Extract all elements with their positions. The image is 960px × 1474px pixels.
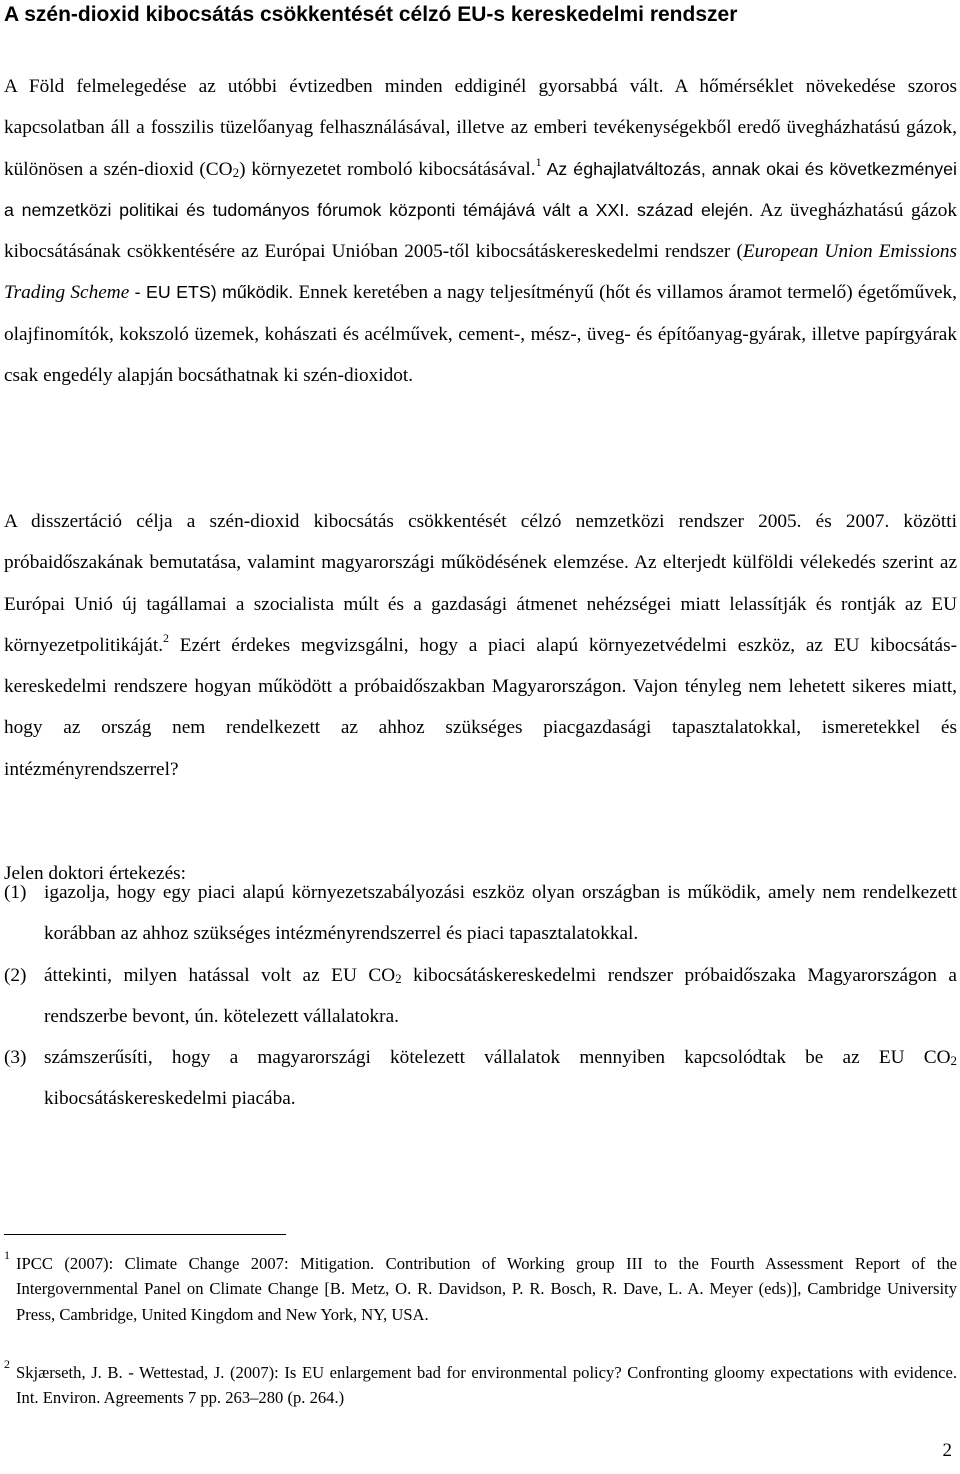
footnote-ref-2[interactable]: 2 xyxy=(163,630,170,645)
list-item-number: (1) xyxy=(4,882,27,903)
aim-paragraph xyxy=(4,501,957,790)
list-item xyxy=(4,1037,957,1120)
para2-text-1: A disszertáció célja a szén-dioxid kibocsátás csökkentését célzó nemzetközi rendszer 2005. és 2007. közötti próbaidőszakának bemutatása, valamint magyarországi működésének elemzése. Az elterjedt külföldi vélekedés szerint az Európai Unió új tagállamai a szocialista múlt és a gazdasági átmenet nehézségei miatt lelassítják és rontják az EU környezetpolitikáját. xyxy=(4,511,957,656)
footnote-mark: 2 xyxy=(4,1357,10,1371)
co2-subscript: 2 xyxy=(395,970,402,986)
footnote-2 xyxy=(4,1357,957,1411)
page-title: A szén-dioxid kibocsátás csökkentését célzó EU-s kereskedelmi rendszer xyxy=(4,3,738,26)
list-item-number: (3) xyxy=(4,1047,27,1069)
para1-text-4: Az üvegházhatású gázok kibocsátásának csökkentésére az Európai Unióban 2005-től kibocsátáskereskedelmi rendszer ( xyxy=(4,199,957,263)
page-number: 2 xyxy=(942,1440,952,1461)
footnote-ref-1[interactable]: 1 xyxy=(535,154,542,169)
para1-text-1: A Föld felmelegedése az utóbbi évtizedben minden eddiginél gyorsabbá vált. A hőmérséklet növekedése szoros kapcsolatban áll a fosszilis tüzelőanyag felhasználásával, illetve az emberi tevékenységekből eredő üvegházhatású gázok, különösen a szén-dioxid (CO xyxy=(4,76,957,180)
list-item-text-post: kibocsátáskereskedelmi rendszer próbaidőszaka Magyarországon a rendszerbe bevont, ún. kötelezett vállalatokra. xyxy=(44,964,957,1027)
list-item xyxy=(4,955,957,1038)
intro-paragraph xyxy=(4,66,957,396)
footnote-separator xyxy=(4,1234,286,1235)
co2-subscript: 2 xyxy=(232,164,240,180)
para1-text-3: Az éghajlatváltozás, annak okai és következményei a nemzetközi politikai és tudományos fórumok központi témájává vált a XXI. század elején. xyxy=(4,158,957,220)
footnote-mark: 1 xyxy=(4,1248,10,1262)
list-item-text-post: kibocsátáskereskedelmi piacába. xyxy=(44,1088,296,1110)
footnote-1 xyxy=(4,1248,957,1327)
contributions-list xyxy=(4,872,957,1120)
list-item-text-pre: számszerűsíti, hogy a magyarországi kötelezett vállalatok mennyiben kapcsolódtak be az EU CO xyxy=(44,1047,951,1069)
co2-subscript: 2 xyxy=(950,1053,957,1069)
footnote-text: Skjærseth, J. B. - Wettestad, J. (2007): Is EU enlargement bad for environmental policy? Confronting gloomy expectations with evidence. Int. Environ. Agreements 7 pp. 263–280 (p. 264.) xyxy=(16,1363,957,1408)
list-item-number: (2) xyxy=(4,964,27,986)
para1-text-5: - EU ETS) működik. xyxy=(129,282,294,303)
para1-text-6: Ennek keretében a nagy teljesítményű (hőt és villamos áramot termelő) égetőművek, olajfinomítók, kokszoló üzemek, kohászati és acélművek, cement-, mész-, üveg- és építőanyag-gyárak, illetve papírgyárak csak engedély alapján bocsáthatnak ki szén-dioxidot. xyxy=(4,282,957,387)
list-intro: Jelen doktori értekezés: xyxy=(4,863,187,884)
para2-text-2: Ezért érdekes megvizsgálni, hogy a piaci alapú környezetvédelmi eszköz, az EU kibocsátás-kereskedelmi rendszere hogyan működött a próbaidőszakban Magyarországon. Vajon tényleg nem lehetett sikeres miatt, hogy az ország nem rendelkezett az ahhoz szükséges piacgazdasági tapasztalatokkal, ismeretekkel és intézményrendszerrel? xyxy=(4,634,957,780)
list-item-text: igazolja, hogy egy piaci alapú környezetszabályozási eszköz olyan országban is működik, amely nem rendelkezett korábban az ahhoz szükséges intézményrendszerrel és piaci tapasztalatokkal. xyxy=(44,882,957,945)
para1-text-2: ) környezetet romboló kibocsátásával. xyxy=(239,158,536,180)
footnote-text: IPCC (2007): Climate Change 2007: Mitigation. Contribution of Working group III to the Fourth Assessment Report of the Intergovernmental Panel on Climate Change [B. Metz, O. R. Davidson, P. R. Bosch, R. Dave, L. A. Meyer (eds)], Cambridge University Press, Cambridge, United Kingdom and New York, NY, USA. xyxy=(16,1254,957,1324)
list-item-text-pre: áttekinti, milyen hatással volt az EU CO xyxy=(44,964,396,986)
list-item xyxy=(4,872,957,955)
scheme-name-italic: European Union Emissions Trading Scheme xyxy=(4,241,957,304)
